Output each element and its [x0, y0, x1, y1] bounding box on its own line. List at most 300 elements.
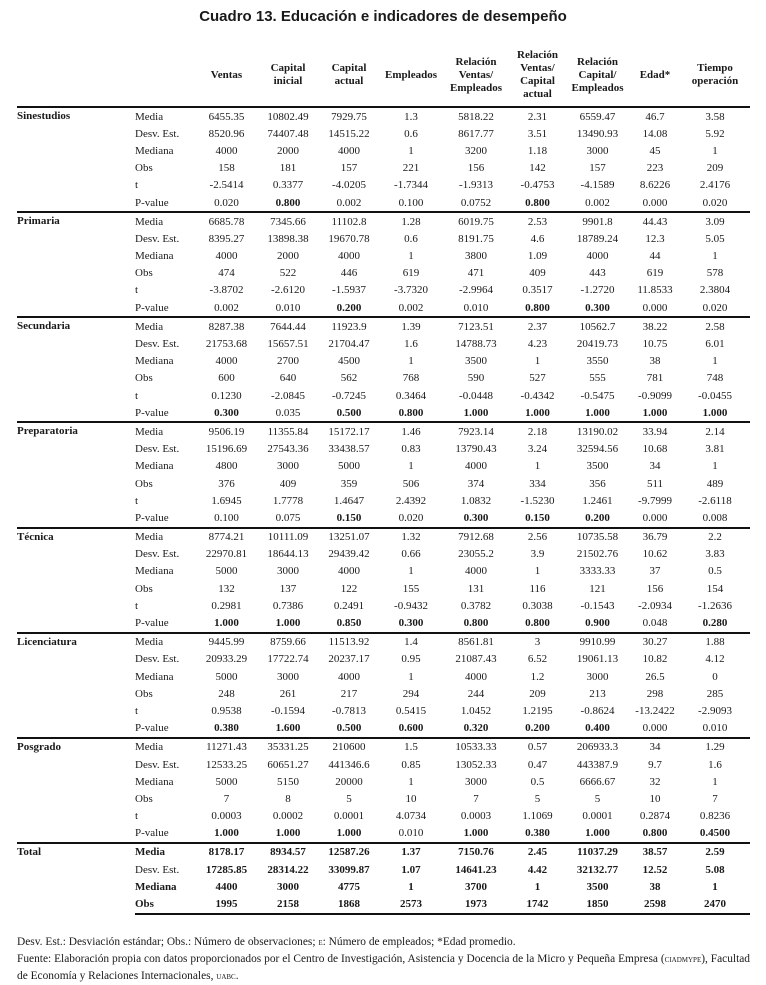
table-cell: 11102.8 — [318, 212, 380, 230]
table-cell: 0.280 — [702, 617, 728, 630]
table-cell: 2.3804 — [699, 284, 731, 297]
table-cell: 3000 — [277, 670, 299, 683]
table-cell: 2.4392 — [395, 494, 427, 507]
table-cell: 6559.47 — [565, 107, 630, 125]
table-cell: 4000 — [465, 670, 487, 683]
stat-label: Obs — [135, 372, 153, 385]
table-cell: 2.56 — [510, 528, 565, 546]
table-cell: 7 — [473, 792, 479, 805]
table-cell: 1.07 — [401, 863, 421, 876]
table-title: Cuadro 13. Educación e indicadores de desempeño — [199, 8, 567, 25]
table-cell: 3500 — [465, 355, 487, 368]
table-cell: 5000 — [338, 460, 360, 473]
table-cell: 0.5 — [530, 775, 545, 788]
table-cell: 10 — [405, 792, 417, 805]
table-cell: 7929.75 — [318, 107, 380, 125]
stat-label: P-value — [135, 406, 169, 419]
stat-label: Obs — [135, 162, 153, 175]
table-cell: 5 — [534, 792, 541, 805]
table-cell: 10802.49 — [258, 107, 318, 125]
table-cell: 0.800 — [642, 827, 668, 840]
table-cell: 0.850 — [336, 617, 362, 630]
table-cell: 1.000 — [585, 827, 610, 840]
table-cell: 217 — [340, 687, 358, 700]
table-cell: 2.59 — [680, 843, 750, 861]
table-cell: 38.22 — [630, 317, 680, 335]
table-cell: 1973 — [442, 895, 510, 913]
table-cell: 12.52 — [642, 863, 668, 876]
table-cell: 10533.33 — [442, 738, 510, 756]
table-cell: 1.000 — [214, 827, 239, 840]
table-cell: 74407.48 — [267, 127, 309, 140]
table-cell: 10111.09 — [258, 528, 318, 546]
table-cell: 1 — [712, 355, 718, 368]
table-cell: 1 — [534, 460, 541, 473]
table-cell: 1.000 — [463, 406, 489, 419]
table-cell: 511 — [646, 477, 664, 490]
stat-label: P-value — [135, 511, 169, 524]
table-cell: 474 — [218, 267, 235, 280]
group-label: Técnica — [17, 528, 135, 633]
table-cell: 1.7778 — [272, 494, 304, 507]
table-cell: 0.800 — [525, 196, 550, 209]
table-cell: -1.9313 — [459, 179, 493, 192]
stat-label: Mediana — [135, 880, 177, 893]
table-cell: 45 — [649, 144, 661, 157]
table-cell: 7 — [223, 792, 230, 805]
note-text: ), Facultad de Economía y Relaciones Internacionales, — [17, 953, 751, 982]
table-cell: 441346.6 — [328, 758, 370, 771]
table-cell: 8934.57 — [258, 843, 318, 861]
table-cell: 446 — [340, 267, 358, 280]
table-cell: 2470 — [680, 895, 750, 913]
table-cell: 3500 — [586, 460, 609, 473]
table-cell: 5000 — [215, 670, 238, 683]
table-cell: 28314.22 — [267, 863, 309, 876]
table-cell: 38 — [649, 880, 661, 893]
stat-label: t — [135, 810, 139, 823]
table-cell: -0.4753 — [520, 179, 555, 192]
group-label: Total — [17, 843, 135, 914]
table-body — [17, 107, 750, 914]
table-cell: 5.92 — [705, 127, 725, 140]
table-cell: 1.000 — [585, 406, 610, 419]
table-cell: 409 — [279, 477, 297, 490]
table-cell: 14641.23 — [455, 863, 497, 876]
table-cell: 26.5 — [645, 670, 665, 683]
table-cell: 20237.17 — [328, 653, 370, 666]
table-cell: 3000 — [277, 880, 299, 893]
table-cell: 12.3 — [645, 232, 665, 245]
table-cell: 0.5415 — [395, 704, 427, 717]
stat-label: P-value — [135, 617, 169, 630]
table-cell: 2.4176 — [699, 179, 731, 192]
education-performance-table — [17, 44, 750, 915]
table-cell: -1.5937 — [332, 284, 366, 297]
table-cell: 2.14 — [680, 422, 750, 440]
table-cell: 0.020 — [398, 511, 424, 524]
table-cell: 14515.22 — [328, 127, 370, 140]
table-cell: 12533.25 — [205, 758, 248, 771]
table-cell: 1 — [408, 355, 414, 368]
table-cell: 60651.27 — [267, 758, 309, 771]
stat-label: t — [135, 704, 139, 717]
stat-label: Mediana — [135, 775, 174, 788]
stat-label: Mediana — [135, 670, 174, 683]
note-text: Desv. Est.: Desviación estándar; Obs.: Número de observaciones; — [17, 936, 319, 948]
table-cell: 0.300 — [585, 301, 610, 314]
table-cell: 1 — [408, 250, 414, 263]
table-cell: 0.3464 — [395, 389, 427, 402]
table-cell: 1850 — [565, 895, 630, 913]
note-text: Fuente: Elaboración propia con datos proporcionados por el Centro de Investigación, Asistencia y Docencia de la Micro y Pequeña Empresa ( — [17, 953, 665, 965]
table-cell: -1.5230 — [520, 494, 555, 507]
table-cell: 471 — [467, 267, 485, 280]
table-cell: 0.0752 — [460, 196, 492, 209]
table-cell: 4.23 — [527, 338, 548, 351]
table-cell: 1.4647 — [333, 494, 365, 507]
table-cell: 1 — [408, 775, 414, 788]
table-cell: 0.0003 — [460, 810, 492, 823]
table-cell: 19061.13 — [576, 653, 619, 666]
table-cell: -0.7813 — [332, 704, 366, 717]
table-cell: 0.035 — [275, 406, 301, 419]
table-cell: 21087.43 — [455, 653, 497, 666]
stat-label: Obs — [135, 895, 195, 913]
table-cell: 2.31 — [510, 107, 565, 125]
table-cell: 768 — [402, 372, 420, 385]
table-cell: 10.75 — [642, 338, 668, 351]
table-cell: 206933.3 — [565, 738, 630, 756]
table-cell: 35331.25 — [258, 738, 318, 756]
table-cell: 11271.43 — [195, 738, 258, 756]
table-cell: 4000 — [338, 670, 360, 683]
table-cell: 11037.29 — [565, 843, 630, 861]
table-cell: 0.000 — [642, 722, 668, 735]
table-cell: 10 — [649, 792, 661, 805]
table-cell: 23055.2 — [458, 548, 494, 561]
table-cell: 15657.51 — [267, 338, 309, 351]
table-cell: 14788.73 — [455, 338, 497, 351]
table-cell: 137 — [279, 582, 297, 595]
table-cell: 3000 — [277, 460, 299, 473]
table-cell: 1.46 — [380, 422, 442, 440]
stat-label: Mediana — [135, 250, 174, 263]
table-cell: 0.008 — [702, 511, 728, 524]
table-cell: 4000 — [338, 250, 360, 263]
table-cell: -0.5475 — [580, 389, 615, 402]
table-cell: 32594.56 — [576, 443, 619, 456]
table-cell: 223 — [646, 162, 664, 175]
table-cell: 2000 — [277, 250, 299, 263]
table-cell: 1.000 — [275, 827, 301, 840]
table-cell: 0.800 — [525, 301, 550, 314]
stat-label: Mediana — [135, 565, 174, 578]
table-cell: 1 — [534, 565, 541, 578]
table-cell: 3000 — [465, 775, 487, 788]
table-cell: 3800 — [465, 250, 487, 263]
table-cell: 0.800 — [398, 406, 424, 419]
table-cell: 3000 — [586, 670, 609, 683]
table-notes — [17, 934, 750, 985]
table-cell: 0.4500 — [699, 827, 731, 840]
stat-label: Media — [135, 317, 195, 335]
table-cell: 4000 — [338, 144, 360, 157]
table-cell: 4000 — [465, 565, 487, 578]
empty-header — [135, 44, 195, 107]
table-cell: 1 — [712, 250, 718, 263]
table-cell: 1 — [712, 460, 718, 473]
table-cell: 37 — [649, 565, 661, 578]
table-cell: 555 — [589, 372, 606, 385]
table-cell: 7123.51 — [442, 317, 510, 335]
stat-label: Media — [135, 738, 195, 756]
table-cell: 8759.66 — [258, 633, 318, 651]
table-cell: 0.020 — [214, 196, 239, 209]
table-cell: 0.010 — [398, 827, 424, 840]
table-cell: 4800 — [215, 460, 238, 473]
table-cell: -0.0448 — [459, 389, 493, 402]
table-cell: 1 — [408, 670, 414, 683]
table-cell: 7923.14 — [442, 422, 510, 440]
table-cell: 781 — [646, 372, 664, 385]
table-cell: 9445.99 — [195, 633, 258, 651]
stat-label: Obs — [135, 477, 153, 490]
table-cell: 294 — [402, 687, 420, 700]
table-cell: 0.002 — [398, 301, 424, 314]
note-text: e — [318, 937, 323, 948]
table-cell: 8 — [285, 792, 291, 805]
table-cell: 8.6226 — [639, 179, 671, 192]
table-row — [17, 107, 750, 125]
table-cell: -2.5414 — [209, 179, 244, 192]
table-cell: 0.500 — [336, 406, 362, 419]
table-cell: 0.000 — [642, 511, 668, 524]
table-cell: 285 — [706, 687, 724, 700]
table-cell: 261 — [279, 687, 297, 700]
table-cell: 1 — [712, 775, 718, 788]
table-row — [17, 212, 750, 230]
table-cell: 0.300 — [214, 406, 239, 419]
table-cell: 3.83 — [705, 548, 725, 561]
table-cell: 3 — [510, 633, 565, 651]
table-cell: 1.000 — [642, 406, 668, 419]
table-cell: 0.95 — [401, 653, 421, 666]
table-cell: 155 — [402, 582, 420, 595]
table-cell: 3000 — [586, 144, 609, 157]
table-cell: 32132.77 — [576, 863, 619, 876]
note-text: . — [235, 970, 239, 982]
table-cell: 4.6 — [530, 232, 545, 245]
table-cell: 0.000 — [642, 196, 668, 209]
table-cell: 121 — [589, 582, 606, 595]
table-cell: 8617.77 — [458, 127, 494, 140]
table-cell: 4775 — [338, 880, 360, 893]
table-cell: 4500 — [338, 355, 360, 368]
table-cell: 10735.58 — [565, 528, 630, 546]
table-cell: 8520.96 — [208, 127, 245, 140]
stat-label: P-value — [135, 722, 169, 735]
table-cell: 3.09 — [680, 212, 750, 230]
table-cell: 30.27 — [630, 633, 680, 651]
table-cell: 181 — [279, 162, 297, 175]
table-cell: 2.18 — [510, 422, 565, 440]
column-header: Relación Ventas/ Empleados — [450, 55, 502, 94]
table-cell: 2.53 — [510, 212, 565, 230]
table-cell: 4.42 — [527, 863, 548, 876]
table-cell: 0.300 — [398, 617, 424, 630]
stat-label: Desv. Est. — [135, 127, 180, 140]
table-cell: 0.020 — [702, 196, 728, 209]
table-cell: 10.62 — [642, 548, 668, 561]
table-cell: 0.320 — [463, 722, 489, 735]
table-cell: 1.4 — [380, 633, 442, 651]
table-cell: 0.57 — [510, 738, 565, 756]
table-cell: 4.0734 — [395, 810, 427, 823]
table-cell: -2.6118 — [698, 494, 732, 507]
table-cell: 0 — [712, 670, 718, 683]
table-cell: -1.2720 — [580, 284, 615, 297]
table-cell: 34 — [649, 460, 661, 473]
table-cell: 1 — [408, 460, 414, 473]
table-cell: 0.200 — [525, 722, 550, 735]
table-cell: 489 — [706, 477, 724, 490]
stat-label: Media — [135, 107, 195, 125]
table-cell: 4400 — [215, 880, 238, 893]
table-cell: 13490.93 — [576, 127, 619, 140]
table-cell: 17722.74 — [267, 653, 309, 666]
table-cell: 116 — [529, 582, 546, 595]
table-cell: 13052.33 — [455, 758, 497, 771]
table-cell: 1.000 — [463, 827, 489, 840]
table-cell: 209 — [529, 687, 546, 700]
table-cell: 0.6 — [404, 127, 418, 140]
table-cell: -0.9432 — [394, 599, 428, 612]
abbreviations-note — [17, 934, 750, 951]
table-cell: 1.18 — [527, 144, 548, 157]
table-cell: -1.2636 — [698, 599, 732, 612]
table-cell: 5.08 — [705, 863, 725, 876]
table-cell: 142 — [529, 162, 546, 175]
table-cell: 0.85 — [401, 758, 421, 771]
table-cell: 44 — [649, 250, 661, 263]
table-cell: 2.37 — [510, 317, 565, 335]
table-cell: 244 — [467, 687, 485, 700]
table-cell: 0.800 — [275, 196, 301, 209]
table-cell: 0.2874 — [639, 810, 671, 823]
stat-label: Desv. Est. — [135, 443, 180, 456]
table-cell: -9.7999 — [638, 494, 672, 507]
table-cell: 1.39 — [380, 317, 442, 335]
table-cell: 298 — [646, 687, 664, 700]
stat-label: Obs — [135, 687, 153, 700]
table-cell: 1.29 — [680, 738, 750, 756]
table-cell: 640 — [279, 372, 297, 385]
table-cell: 1.6 — [708, 758, 722, 771]
table-cell: 2158 — [258, 895, 318, 913]
table-cell: 0.83 — [401, 443, 421, 456]
stat-label: Desv. Est. — [135, 338, 180, 351]
table-cell: 3500 — [586, 880, 609, 893]
table-cell: 13190.02 — [565, 422, 630, 440]
stat-label: Media — [135, 212, 195, 230]
column-header: Ventas — [210, 68, 243, 81]
table-cell: 0.200 — [336, 301, 362, 314]
table-cell: 5000 — [215, 775, 238, 788]
table-cell: 376 — [218, 477, 235, 490]
table-row — [17, 633, 750, 651]
table-cell: 131 — [467, 582, 485, 595]
table-cell: 3.9 — [530, 548, 545, 561]
table-cell: 1.000 — [214, 617, 239, 630]
table-cell: 8178.17 — [195, 843, 258, 861]
table-cell: 6685.78 — [195, 212, 258, 230]
table-cell: 1.0832 — [460, 494, 492, 507]
stat-label: Desv. Est. — [135, 548, 180, 561]
group-label: Licenciatura — [17, 633, 135, 738]
table-cell: 3550 — [586, 355, 609, 368]
column-header: Tiempo operación — [691, 62, 739, 87]
empty-header — [17, 44, 135, 107]
table-cell: 578 — [706, 267, 724, 280]
table-cell: 0.0003 — [211, 810, 242, 823]
table-cell: 210600 — [318, 738, 380, 756]
table-cell: 8395.27 — [208, 232, 245, 245]
table-cell: -2.6120 — [271, 284, 305, 297]
table-cell: 10.82 — [642, 653, 668, 666]
stat-label: Obs — [135, 582, 153, 595]
table-cell: 0.0001 — [582, 810, 613, 823]
table-cell: 1.000 — [525, 406, 550, 419]
table-cell: 3700 — [465, 880, 487, 893]
table-cell: 19670.78 — [328, 232, 370, 245]
table-cell: -13.2422 — [635, 704, 675, 717]
table-cell: 8561.81 — [442, 633, 510, 651]
table-cell: 1 — [408, 565, 414, 578]
table-cell: 0.3782 — [460, 599, 492, 612]
stat-label: Media — [135, 843, 195, 861]
table-cell: 7 — [712, 792, 718, 805]
table-cell: 248 — [218, 687, 235, 700]
table-cell: -2.0845 — [271, 389, 305, 402]
table-cell: 1.000 — [275, 617, 301, 630]
table-cell: 32 — [649, 775, 661, 788]
table-cell: 1 — [408, 880, 414, 893]
table-cell: 1 — [408, 144, 414, 157]
stat-label: Desv. Est. — [135, 653, 180, 666]
table-cell: 11513.92 — [318, 633, 380, 651]
table-cell: 5818.22 — [442, 107, 510, 125]
table-cell: 0.010 — [463, 301, 489, 314]
table-cell: 9.7 — [648, 758, 662, 771]
table-cell: 0.002 — [214, 301, 239, 314]
table-cell: 748 — [706, 372, 724, 385]
stat-label: P-value — [135, 827, 169, 840]
table-cell: 0.100 — [398, 196, 424, 209]
table-cell: -2.0934 — [638, 599, 672, 612]
column-header: Capital inicial — [270, 62, 306, 87]
table-cell: 0.100 — [214, 511, 239, 524]
table-cell: 1.3 — [380, 107, 442, 125]
table-cell: 0.0001 — [333, 810, 365, 823]
table-cell: 7345.66 — [258, 212, 318, 230]
group-label: Preparatoria — [17, 422, 135, 527]
table-cell: 6.01 — [705, 338, 725, 351]
table-cell: 5.05 — [705, 232, 725, 245]
table-cell: -2.9964 — [459, 284, 493, 297]
table-cell: 3200 — [465, 144, 487, 157]
table-cell: 1.32 — [380, 528, 442, 546]
